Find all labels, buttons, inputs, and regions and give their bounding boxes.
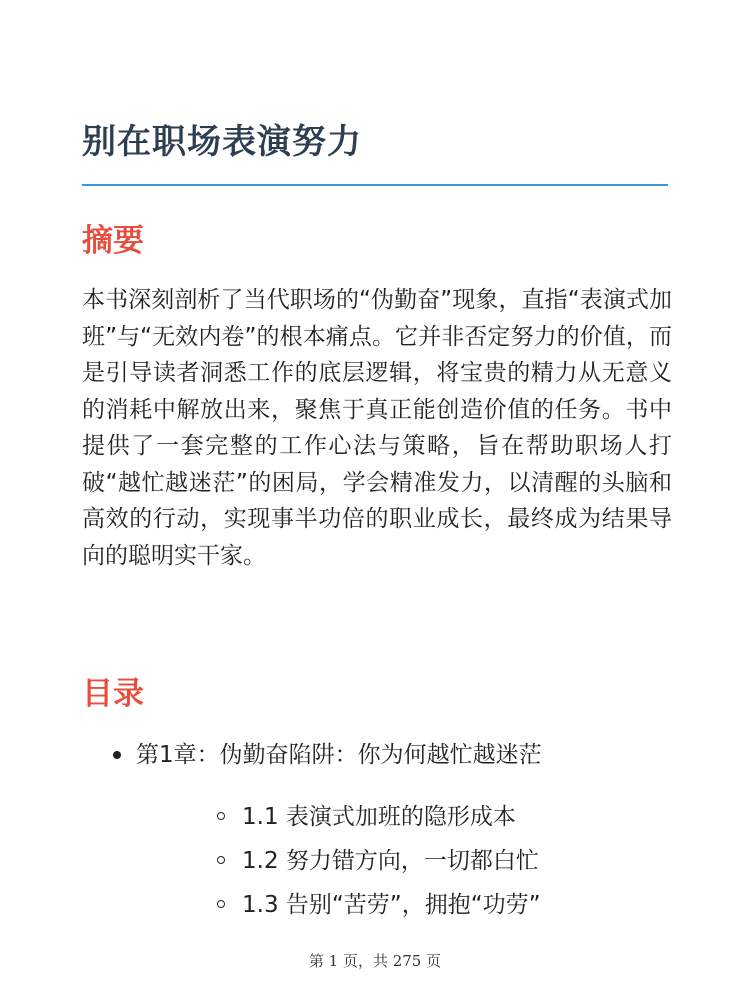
- toc-chapter-1[interactable]: [82, 735, 672, 927]
- bullet-circle-icon: [217, 812, 225, 820]
- toc-section-1-3[interactable]: [190, 883, 672, 927]
- bullet-circle-icon: [217, 856, 225, 864]
- toc-chapter-label: 第1章：伪勤奋陷阱：你为何越忙越迷茫: [136, 742, 542, 768]
- toc-section-1-1[interactable]: [190, 795, 672, 839]
- page-footer: 第 1 页，共 275 页: [308, 952, 442, 970]
- toc-section-label: 1.2 努力错方向，一切都白忙: [242, 848, 539, 874]
- summary-paragraph: 本书深刻剖析了当代职场的“伪勤奋”现象，直指“表演式加班”与“无效内卷”的根本痛点。它并非否定努力的价值，而是引导读者洞悉工作的底层逻辑，将宝贵的精力从无意义的消耗中解放出来，聚焦于真正能创造价值的任务。书中提供了一套完整的工作心法与策略，旨在帮助职场人打破“越忙越迷茫”的困局，学会精准发力，以清醒的头脑和高效的行动，实现事半功倍的职业成长，最终成为结果导向的聪明实干家。: [82, 287, 672, 569]
- toc-section-label: 1.3 告别“苦劳”，拥抱“功劳”: [242, 892, 541, 918]
- bullet-disc-icon: [113, 751, 121, 759]
- toc-heading: 目录: [82, 676, 144, 712]
- toc-section-label: 1.1 表演式加班的隐形成本: [242, 804, 516, 830]
- summary-heading: 摘要: [82, 223, 144, 259]
- toc-list: [82, 735, 672, 927]
- toc-section-1-2[interactable]: [190, 839, 672, 883]
- document-title: 别在职场表演努力: [82, 122, 362, 162]
- title-divider: [82, 184, 668, 186]
- bullet-circle-icon: [217, 900, 225, 908]
- toc-section-list: [136, 795, 672, 927]
